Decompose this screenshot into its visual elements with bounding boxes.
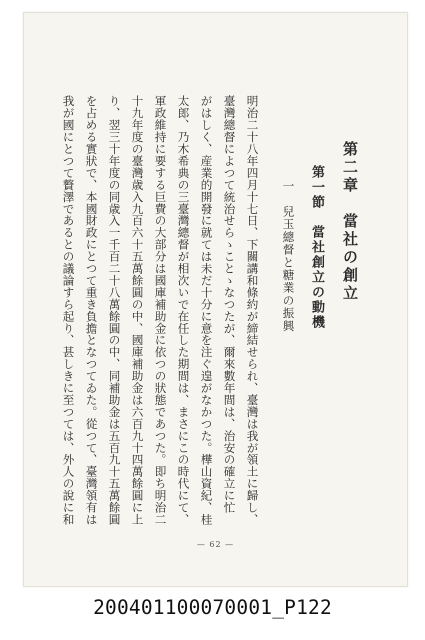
body-text-line: り、翌三十年度の同歳入一千百二十八萬餘圓の中、同補助金は五百九十五萬餘圓 bbox=[107, 95, 122, 526]
section-title: 第一節 當社創立の動機 bbox=[309, 165, 324, 330]
body-text-line: がはしく、産業的開發に就ては未だ十分に意を注ぐ遑がなかつた。樺山資紀、桂 bbox=[199, 95, 214, 526]
body-text-line: 我が國にとつて贅澤であるとの議論すら起り、甚しきに至つては、外人の說に和 bbox=[61, 95, 76, 526]
body-text-line: を占める實狀で、本國財政にとつて重き負擔となつてゐた。從つて、臺灣領有は bbox=[84, 95, 99, 526]
body-text-line: 臺灣總督によつて統治せらゝことゝなつたが、爾來數年間は、治安の確立に忙 bbox=[222, 95, 237, 514]
body-text-line: 明治二十八年四月十七日、下關講和條約が締結せられ、臺灣は我が領土に歸し、 bbox=[245, 95, 260, 526]
subsection-title: 一 兒玉總督と糖業の振興 bbox=[281, 180, 296, 333]
body-text-line: 十九年度の臺灣歳入九百六十五萬餘圓の中、國庫補助金は六百九十四萬餘圓に上 bbox=[130, 95, 145, 526]
document-page bbox=[23, 12, 408, 587]
body-text-line: 太郎、乃木希典の三臺灣總督が相次いで在任した期間は、まさにこの時代にて、 bbox=[176, 95, 191, 526]
body-text-line: 軍政維持に要する巨費の大部分は國庫補助金に依つの狀態であつた。即ち明治二 bbox=[153, 95, 168, 526]
chapter-title: 第二章 當社の創立 bbox=[341, 141, 359, 303]
page-number: — 62 — bbox=[196, 540, 235, 549]
image-caption: 200401100070001_P122 bbox=[93, 596, 332, 619]
